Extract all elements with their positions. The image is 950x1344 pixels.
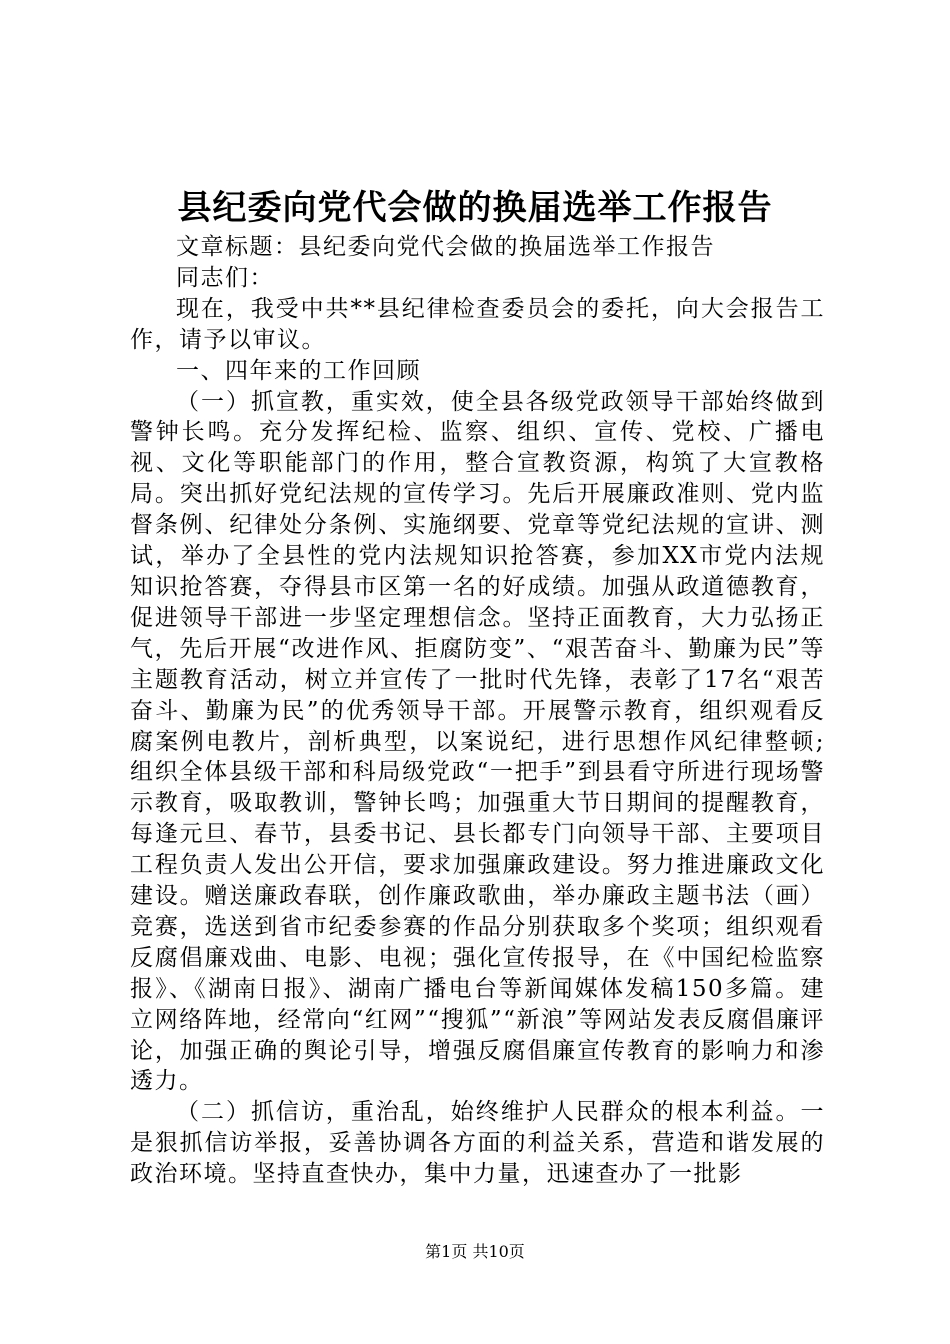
document-body <box>130 232 825 1190</box>
paragraph: （一）抓宣教，重实效，使全县各级党政领导干部始终做到警钟长鸣。充分发挥纪检、监察、组织、宣传、党校、广播电视、文化等职能部门的作用，整合宣教资源，构筑了大宣教格局。突出抓好党纪法规的宣传学习。先后开展廉政准则、党内监督条例、纪律处分条例、实施纲要、党章等党纪法规的宣讲、测试，举办了全县性的党内法规知识抢答赛，参加XX市党内法规知识抢答赛，夺得县市区第一名的好成绩。加强从政道德教育，促进领导干部进一步坚定理想信念。坚持正面教育，大力弘扬正气，先后开展“改进作风、拒腐防变”、“艰苦奋斗、勤廉为民”等主题教育活动，树立并宣传了一批时代先锋，表彰了17名“艰苦奋斗、勤廉为民”的优秀领导干部。开展警示教育，组织观看反腐案例电教片，剖析典型，以案说纪，进行思想作风纪律整顿;组织全体县级干部和科局级党政“一把手”到县看守所进行现场警示教育，吸取教训，警钟长鸣；加强重大节日期间的提醒教育，每逢元旦、春节，县委书记、县长都专门向领导干部、主要项目工程负责人发出公开信，要求加强廉政建设。努力推进廉政文化建设。赠送廉政春联，创作廉政歌曲，举办廉政主题书法（画）竞赛，选送到省市纪委参赛的作品分别获取多个奖项；组织观看反腐倡廉戏曲、电影、电视；强化宣传报导，在《中国纪检监察报》、《湖南日报》、湖南广播电台等新闻媒体发稿150多篇。建立网络阵地，经常向“红网”“搜狐”“新浪”等网站发表反腐倡廉评论，加强正确的舆论引导，增强反腐倡廉宣传教育的影响力和渗透力。 <box>130 388 825 1095</box>
page-indicator: 第1页 共10页 <box>425 1242 525 1261</box>
paragraph: （二）抓信访，重治乱，始终维护人民群众的根本利益。一是狠抓信访举报，妥善协调各方面的利益关系，营造和谐发展的政治环境。坚持直查快办，集中力量，迅速查办了一批影 <box>130 1099 825 1188</box>
document-title: 县纪委向党代会做的换届选举工作报告 <box>177 188 773 228</box>
salutation: 同志们： <box>176 264 274 291</box>
paragraph: 现在，我受中共**县纪律检查委员会的委托，向大会报告工作，请予以审议。 <box>130 295 825 353</box>
section-heading: 一、四年来的工作回顾 <box>176 357 421 384</box>
article-title-line: 文章标题：县纪委向党代会做的换届选举工作报告 <box>176 234 715 260</box>
